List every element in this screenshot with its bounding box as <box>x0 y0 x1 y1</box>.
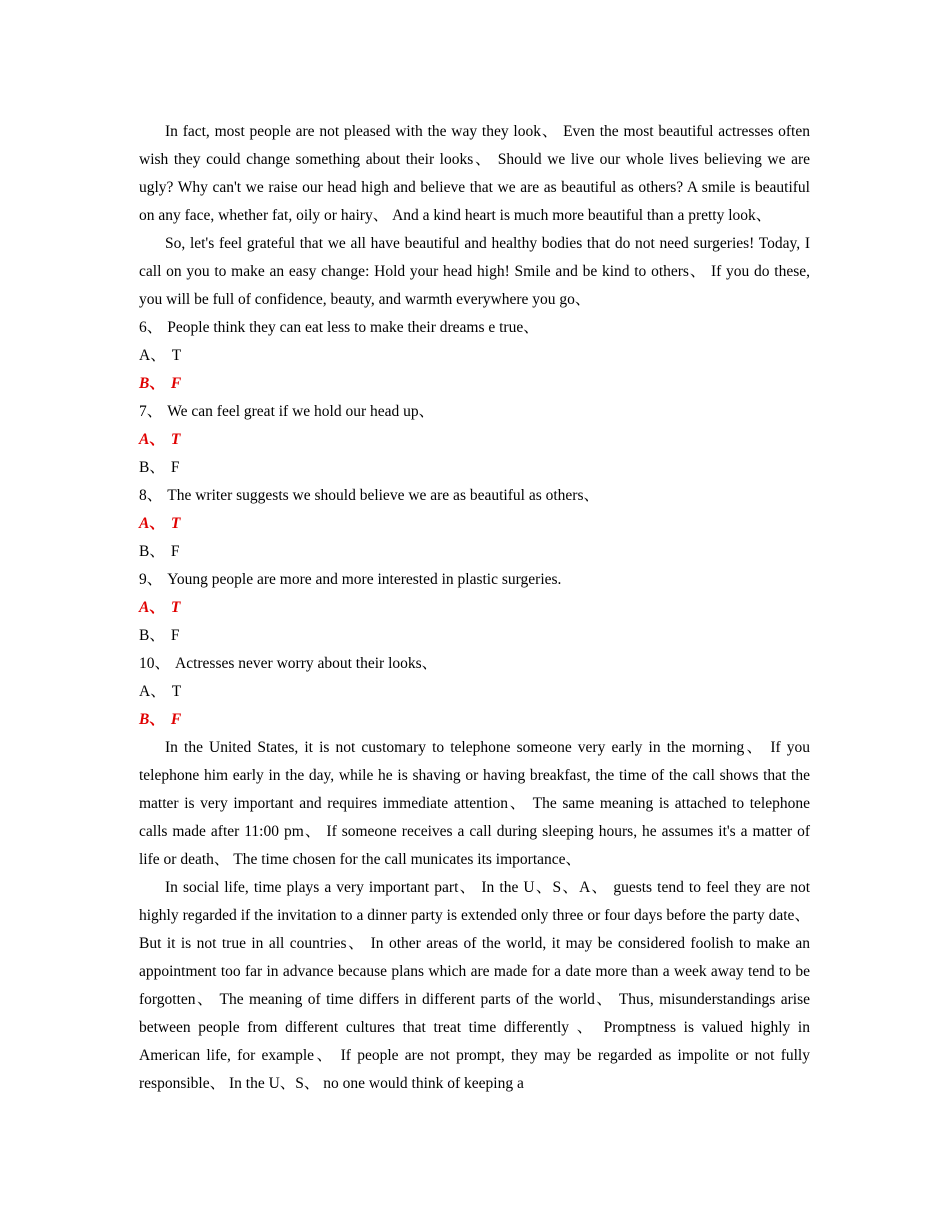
option-separator: 、 <box>149 627 165 644</box>
question-8-option-a[interactable] <box>139 510 810 538</box>
option-value: T <box>170 515 181 532</box>
question-8-number: 8、 <box>139 487 163 504</box>
paragraph-4: In social life, time plays a very important part、 In the U、S、A、 guests tend to feel they are not highly regarded if the invitation to a dinner party is extended only three or four days before the party date、 But it is not true in all countries、 In other areas of the world, it may be considered foolish to make an appointment too far in advance because plans which are made for a date more than a week away tend to be forgotten、 The meaning of time differs in different parts of the world、 Thus, misunderstandings arise between people from different cultures that treat time differently 、 Promptness is valued highly in American life, for example、 If people are not prompt, they may be regarded as impolite or not fully responsible、 In the U、S、 no one would think of keeping a <box>139 879 810 1092</box>
question-8-option-b[interactable] <box>139 538 810 566</box>
question-9-number: 9、 <box>139 571 163 588</box>
question-10-text: Actresses never worry about their looks、 <box>175 655 438 672</box>
paragraph-1: In fact, most people are not pleased with the way they look、 Even the most beautiful actresses often wish they could change something about their looks、 Should we live our whole lives believing we are ugly? Why can't we raise our head high and believe that we are as beautiful as others? A smile is beautiful on any face, whether fat, oily or hairy、 And a kind heart is much more beautiful than a pretty look、 <box>139 123 810 224</box>
option-letter: A <box>139 431 150 448</box>
option-value: F <box>170 543 180 560</box>
paragraph-2: So, let's feel grateful that we all have beautiful and healthy bodies that do not need surgeries! Today, I call on you to make an easy change: Hold your head high! Smile and be kind to others、 If you do these, you will be full of confidence, beauty, and warmth everywhere you go、 <box>139 235 810 308</box>
option-separator: 、 <box>149 543 165 560</box>
option-letter: B <box>139 627 150 644</box>
option-value: F <box>170 627 180 644</box>
option-letter: B <box>139 459 150 476</box>
option-value: T <box>170 431 181 448</box>
question-10-stem <box>139 650 810 678</box>
question-7-stem <box>139 398 810 426</box>
question-9-text: Young people are more and more interested in plastic surgeries. <box>167 571 562 588</box>
question-6-stem <box>139 314 810 342</box>
question-10-number: 10、 <box>139 655 171 672</box>
option-separator: 、 <box>150 347 166 364</box>
question-9-option-a[interactable] <box>139 594 810 622</box>
option-value: F <box>170 711 182 728</box>
option-letter: B <box>139 711 150 728</box>
option-value: F <box>170 459 180 476</box>
question-9-stem <box>139 566 810 594</box>
option-separator: 、 <box>150 683 166 700</box>
question-7-text: We can feel great if we hold our head up、 <box>167 403 435 420</box>
question-6-number: 6、 <box>139 319 163 336</box>
option-separator: 、 <box>149 711 165 728</box>
option-value: T <box>171 683 182 700</box>
option-letter: A <box>139 599 150 616</box>
option-value: F <box>170 375 182 392</box>
question-9-option-b[interactable] <box>139 622 810 650</box>
document-body <box>139 118 810 1098</box>
option-separator: 、 <box>149 515 165 532</box>
option-letter: B <box>139 375 150 392</box>
option-letter: B <box>139 543 150 560</box>
option-letter: A <box>139 515 150 532</box>
option-separator: 、 <box>149 375 165 392</box>
question-6-option-b[interactable] <box>139 370 810 398</box>
option-separator: 、 <box>149 459 165 476</box>
question-6-text: People think they can eat less to make their dreams e true、 <box>167 319 539 336</box>
option-value: T <box>171 347 182 364</box>
option-separator: 、 <box>149 431 165 448</box>
question-10-option-a[interactable] <box>139 678 810 706</box>
option-letter: A <box>139 683 151 700</box>
question-7-option-b[interactable] <box>139 454 810 482</box>
question-6-option-a[interactable] <box>139 342 810 370</box>
paragraph-3: In the United States, it is not customary to telephone someone very early in the morning、 If you telephone him early in the day, while he is shaving or having breakfast, the time of the call shows that the matter is very important and requires immediate attention、 The same meaning is attached to telephone calls made after 11:00 pm、 If someone receives a call during sleeping hours, he assumes it's a matter of life or death、 The time chosen for the call municates its importance、 <box>139 739 810 868</box>
question-7-option-a[interactable] <box>139 426 810 454</box>
question-8-stem <box>139 482 810 510</box>
option-separator: 、 <box>149 599 165 616</box>
option-letter: A <box>139 347 151 364</box>
option-value: T <box>170 599 181 616</box>
question-7-number: 7、 <box>139 403 163 420</box>
question-10-option-b[interactable] <box>139 706 810 734</box>
question-8-text: The writer suggests we should believe we are as beautiful as others、 <box>167 487 599 504</box>
